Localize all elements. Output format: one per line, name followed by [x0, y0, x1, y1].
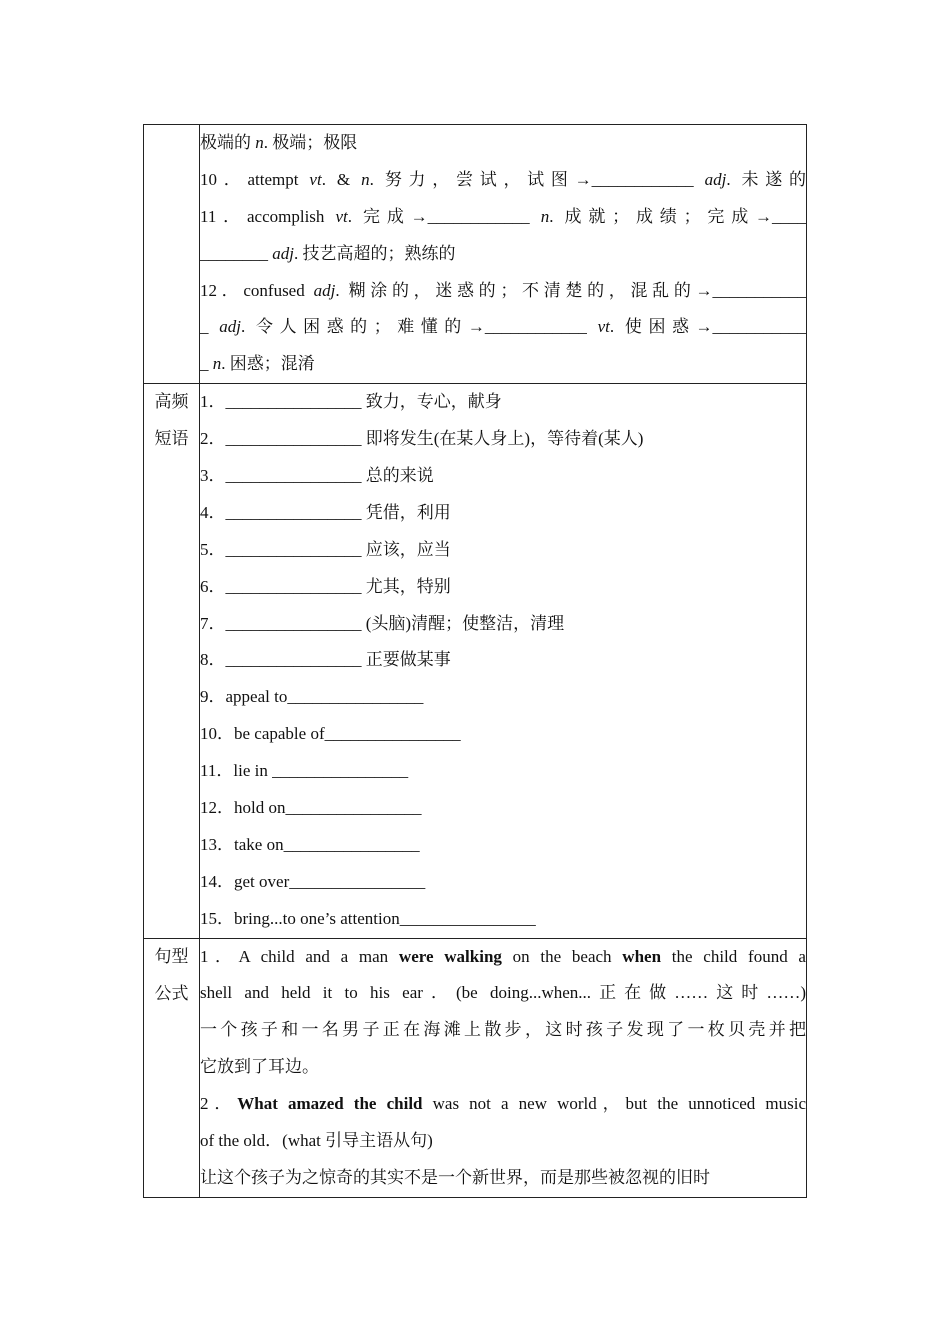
sentence-label-cell: [144, 938, 200, 1197]
pos-abbrev: adj: [272, 243, 294, 263]
vocab-row: [144, 125, 807, 384]
vocab-lines: [200, 125, 806, 383]
text-line: _ adj. 令人困惑的；难懂的→____________ vt. 使困惑→___________: [200, 317, 806, 337]
phrase-item: 3．________________ 总的来说: [200, 466, 434, 486]
phrase-item: 9．appeal to________________: [200, 687, 424, 707]
pos-abbrev: adj: [313, 280, 336, 300]
pos-abbrev: adj: [704, 169, 727, 189]
text-line: 2．What amazed the child was not a new world，but the unnoticed music: [200, 1094, 806, 1114]
text-line: shell and held it to his ear．(be doing...when...正在做……这时……): [200, 983, 806, 1003]
sentence-content-cell: [200, 938, 807, 1197]
phrase-item: 12．hold on________________: [200, 798, 422, 818]
text-line: of the old．(what 引导主语从句): [200, 1131, 433, 1151]
phrases-content-cell: [200, 384, 807, 938]
text-line: ________ adj. 技艺高超的；熟练的: [200, 243, 456, 263]
phrase-item: 11．lie in ________________: [200, 761, 409, 781]
bold-text: when: [622, 946, 662, 966]
phrase-list: [200, 384, 806, 937]
bold-text: What amazed the child: [237, 1094, 423, 1114]
study-table: [143, 124, 807, 1198]
pos-abbrev: vt: [597, 317, 610, 337]
text-line: 1．A child and a man were walking on the beach when the child found a: [200, 946, 806, 966]
phrase-item: 13．take on________________: [200, 834, 420, 854]
text-line: 它放到了耳边。: [200, 1057, 319, 1077]
vocab-content-cell: [200, 125, 807, 384]
phrase-item: 14．get over________________: [200, 871, 426, 891]
text-line: 12．confused adj. 糊涂的，迷惑的；不清楚的，混乱的→___________: [200, 280, 806, 300]
phrase-item: 6．________________ 尤其，特别: [200, 576, 451, 596]
pos-abbrev: n: [361, 169, 370, 189]
pos-abbrev: vt: [309, 169, 322, 189]
text-line: 让这个孩子为之惊奇的其实不是一个新世界，而是那些被忽视的旧时: [200, 1167, 710, 1187]
text-line: _ n. 困惑；混淆: [200, 354, 315, 374]
vocab-label-cell: [144, 125, 200, 384]
pos-abbrev: n: [212, 354, 222, 374]
phrases-row: [144, 384, 807, 938]
phrases-label-cell: [144, 384, 200, 938]
phrase-item: 15．bring...to one’s attention________________: [200, 908, 536, 928]
text-line: 一个孩子和一名男子正在海滩上散步，这时孩子发现了一枚贝壳并把: [200, 1020, 806, 1040]
sentence-label: 句型 公式: [154, 946, 189, 1004]
phrases-label: 高频 短语: [154, 392, 189, 450]
sentence-row: [144, 938, 807, 1197]
phrase-item: 5．________________ 应该，应当: [200, 539, 451, 559]
pos-abbrev: adj: [219, 317, 242, 337]
text-line: 10．attempt vt. & n. 努力，尝试，试图→____________ adj. 未遂的: [200, 169, 806, 189]
phrase-item: 2．________________ 即将发生(在某人身上)，等待着(某人): [200, 429, 644, 449]
text-line: 极端的 n. 极端；极限: [200, 133, 358, 152]
bold-text: were walking: [398, 946, 502, 966]
phrase-item: 4．________________ 凭借，利用: [200, 502, 451, 522]
text-line: 11．accomplish vt. 完成→____________ n. 成就；成绩；完成→____: [200, 206, 806, 226]
phrase-item: 8．________________ 正要做某事: [200, 650, 451, 670]
phrase-item: 7．________________ (头脑)清醒；使整洁，清理: [200, 613, 565, 633]
sentence-lines: [200, 939, 806, 1197]
pos-abbrev: n: [540, 206, 550, 226]
phrase-item: 10．be capable of________________: [200, 724, 461, 744]
phrase-item: 1．________________ 致力，专心，献身: [200, 392, 502, 412]
pos-abbrev: vt: [335, 206, 348, 226]
pos-abbrev: n: [255, 133, 264, 152]
